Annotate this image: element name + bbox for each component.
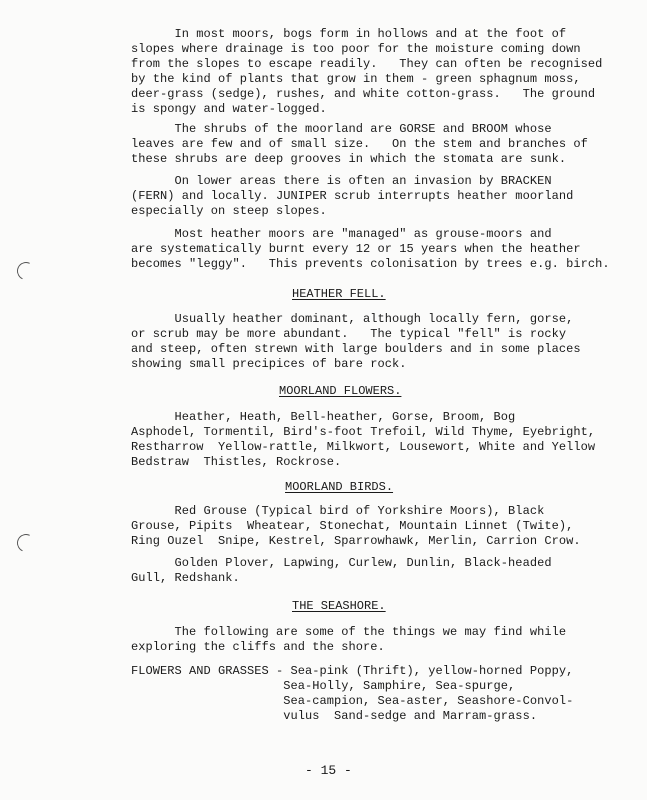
text-line: Most heather moors are "managed" as grouse-moors and	[131, 227, 552, 241]
text-line: Asphodel, Tormentil, Bird's-foot Trefoil, Wild Thyme, Eyebright,	[131, 425, 596, 439]
text-line: The shrubs of the moorland are GORSE and BROOM whose	[131, 122, 552, 136]
text-line: Restharrow Yellow-rattle, Milkwort, Lousewort, White and Yellow	[131, 440, 596, 454]
text-line: Ring Ouzel Snipe, Kestrel, Sparrowhawk, Merlin, Carrion Crow.	[131, 534, 581, 548]
punch-hole-mark	[14, 531, 37, 554]
text-line: especially on steep slopes.	[131, 204, 327, 218]
text-line: are systematically burnt every 12 or 15 years when the heather	[131, 242, 581, 256]
text-line: becomes "leggy". This prevents colonisation by trees e.g. birch.	[131, 257, 610, 271]
text-line: from the slopes to escape readily. They can often be recognised	[131, 57, 603, 71]
text-line: In most moors, bogs form in hollows and at the foot of	[131, 27, 567, 41]
text-line: Golden Plover, Lapwing, Curlew, Dunlin, Black-headed	[131, 556, 552, 570]
text-line: leaves are few and of small size. On the stem and branches of	[131, 137, 588, 151]
text-line: these shrubs are deep grooves in which the stomata are sunk.	[131, 152, 567, 166]
text-line: FLOWERS AND GRASSES - Sea-pink (Thrift), yellow-horned Poppy,	[131, 664, 574, 678]
text-line: Sea-Holly, Samphire, Sea-spurge,	[131, 679, 516, 693]
text-line: Usually heather dominant, although locally fern, gorse,	[131, 312, 574, 326]
page-number: - 15 -	[305, 763, 352, 778]
text-line: slopes where drainage is too poor for the moisture coming down	[131, 42, 581, 56]
text-line: (FERN) and locally. JUNIPER scrub interrupts heather moorland	[131, 189, 574, 203]
heading-moorland-flowers: MOORLAND FLOWERS.	[279, 384, 402, 398]
text-line: Heather, Heath, Bell-heather, Gorse, Broom, Bog	[131, 410, 516, 424]
heading-moorland-birds: MOORLAND BIRDS.	[285, 480, 394, 494]
text-line: exploring the cliffs and the shore.	[131, 640, 385, 654]
text-line: deer-grass (sedge), rushes, and white cotton-grass. The ground	[131, 87, 596, 101]
punch-hole-mark	[14, 259, 37, 282]
text-line: showing small precipices of bare rock.	[131, 357, 407, 371]
text-line: by the kind of plants that grow in them - green sphagnum moss,	[131, 72, 581, 86]
text-line: On lower areas there is often an invasion by BRACKEN	[131, 174, 552, 188]
heading-seashore: THE SEASHORE.	[292, 599, 386, 613]
text-line: or scrub may be more abundant. The typical "fell" is rocky	[131, 327, 567, 341]
text-line: The following are some of the things we may find while	[131, 625, 567, 639]
text-line: Red Grouse (Typical bird of Yorkshire Moors), Black	[131, 504, 545, 518]
text-line: Bedstraw Thistles, Rockrose.	[131, 455, 342, 469]
text-line: vulus Sand-sedge and Marram-grass.	[131, 709, 538, 723]
text-line: Grouse, Pipits Wheatear, Stonechat, Mountain Linnet (Twite),	[131, 519, 574, 533]
text-line: and steep, often strewn with large boulders and in some places	[131, 342, 581, 356]
text-line: Sea-campion, Sea-aster, Seashore-Convol-	[131, 694, 574, 708]
text-line: is spongy and water-logged.	[131, 102, 327, 116]
heading-heather-fell: HEATHER FELL.	[292, 287, 386, 301]
text-line: Gull, Redshank.	[131, 571, 240, 585]
